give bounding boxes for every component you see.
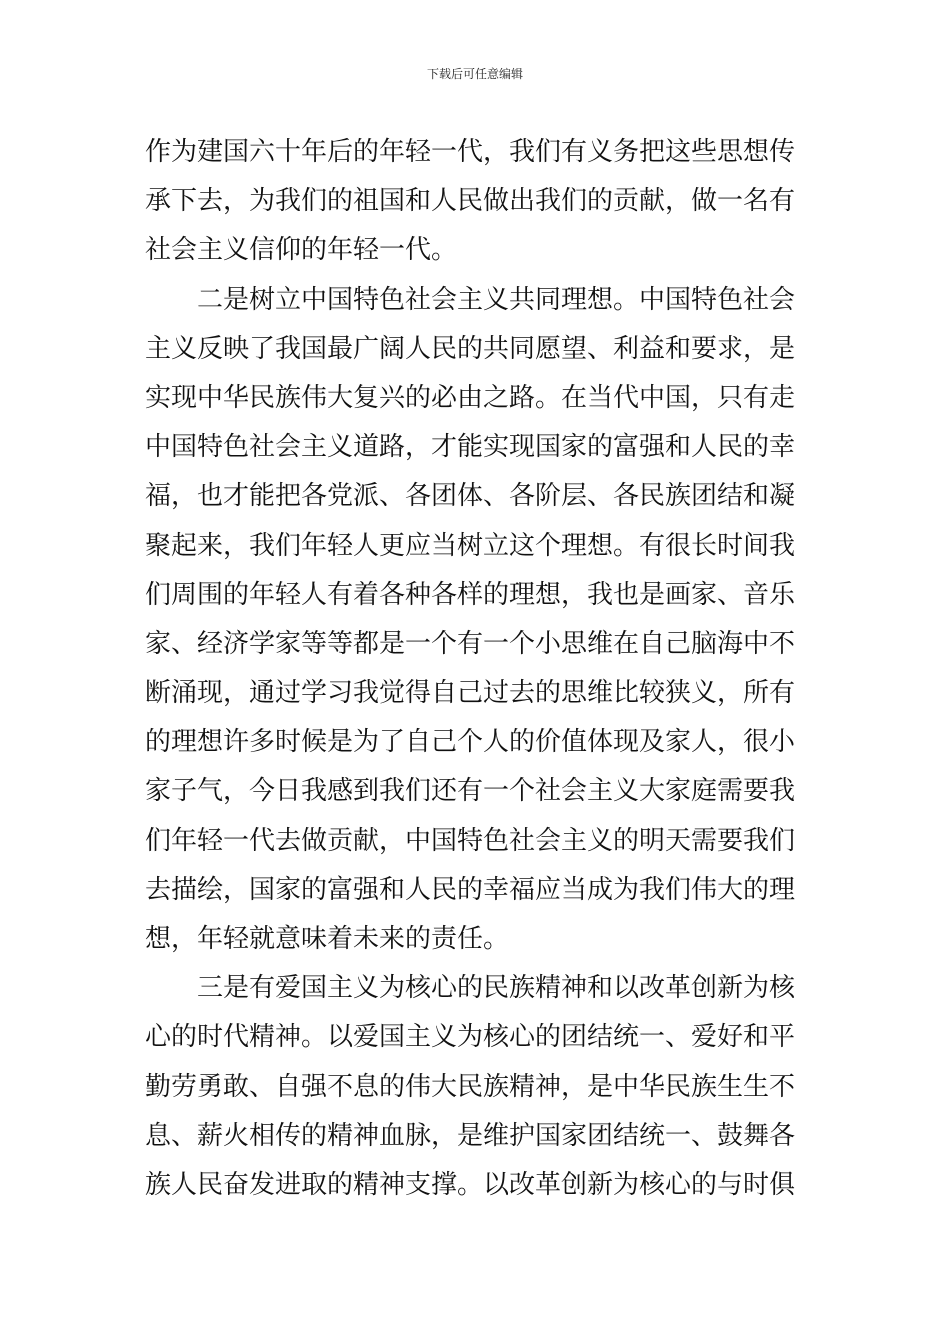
text-line-4: 二是树立中国特色社会主义共同理想。中国特色社会	[145, 284, 796, 315]
text-line-5: 主义反映了我国最广阔人民的共同愿望、利益和要求，是	[145, 333, 796, 364]
body-text	[145, 128, 807, 1210]
text-line-9: 聚起来，我们年轻人更应当树立这个理想。有很长时间我	[145, 530, 796, 561]
text-line-17: 想，年轻就意味着未来的责任。	[145, 924, 510, 954]
text-line-21: 息、薪火相传的精神血脉，是维护国家团结统一、鼓舞各	[145, 1120, 796, 1151]
text-line-20: 勤劳勇敢、自强不息的伟大民族精神，是中华民族生生不	[145, 1071, 796, 1102]
text-line-14: 家子气，今日我感到我们还有一个社会主义大家庭需要我	[145, 776, 796, 807]
text-line-11: 家、经济学家等等都是一个有一个小思维在自己脑海中不	[145, 628, 796, 659]
text-line-18: 三是有爱国主义为核心的民族精神和以改革创新为核	[145, 973, 796, 1004]
text-line-7: 中国特色社会主义道路，才能实现国家的富强和人民的幸	[145, 432, 796, 463]
text-line-22: 族人民奋发进取的精神支撑。以改革创新为核心的与时俱	[145, 1169, 796, 1200]
text-line-8: 福，也才能把各党派、各团体、各阶层、各民族团结和凝	[145, 481, 796, 512]
page-header: 下载后可任意编辑	[426, 67, 523, 81]
text-line-12: 断涌现，通过学习我觉得自己过去的思维比较狭义，所有	[145, 678, 796, 709]
text-line-3: 社会主义信仰的年轻一代。	[145, 235, 458, 266]
text-line-16: 去描绘，国家的富强和人民的幸福应当成为我们伟大的理	[145, 874, 796, 905]
text-line-10: 们周围的年轻人有着各种各样的理想，我也是画家、音乐	[145, 579, 796, 610]
text-line-2: 承下去，为我们的祖国和人民做出我们的贡献，做一名有	[145, 186, 796, 217]
text-line-1: 作为建国六十年后的年轻一代，我们有义务把这些思想传	[145, 137, 796, 167]
text-line-15: 们年轻一代去做贡献，中国特色社会主义的明天需要我们	[145, 825, 796, 856]
text-line-19: 心的时代精神。以爱国主义为核心的团结统一、爱好和平	[145, 1022, 796, 1053]
text-line-6: 实现中华民族伟大复兴的必由之路。在当代中国，只有走	[145, 382, 796, 413]
text-line-13: 的理想许多时候是为了自己个人的价值体现及家人，很小	[145, 727, 796, 758]
